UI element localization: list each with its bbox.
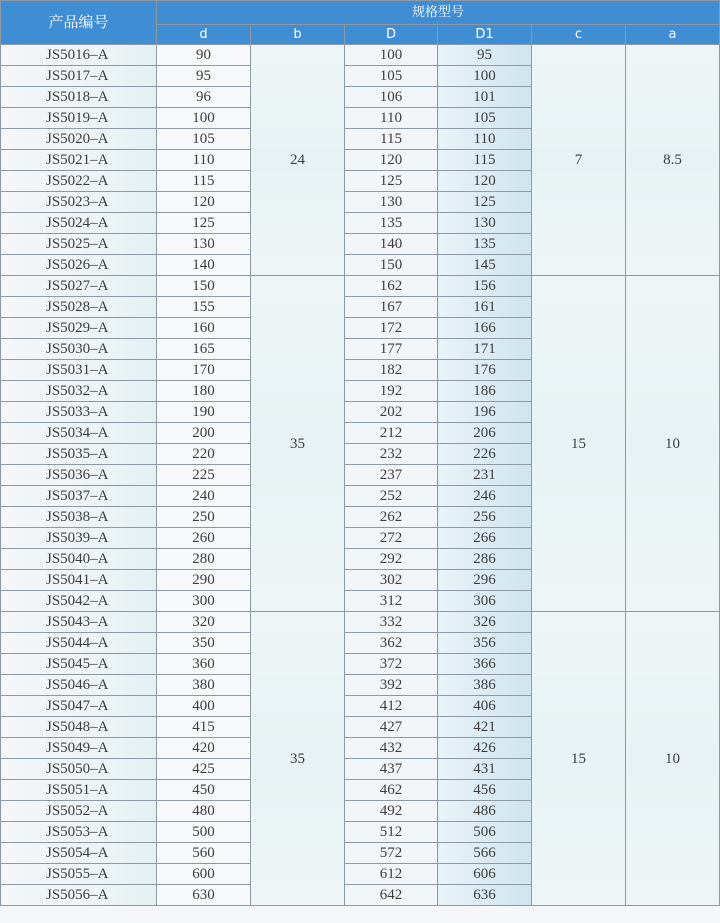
d-cell: 280 xyxy=(157,549,251,570)
d-cell: 95 xyxy=(157,66,251,87)
D1-cell: 606 xyxy=(438,864,532,885)
header-col-a: a xyxy=(626,25,720,45)
D-cell: 272 xyxy=(345,528,438,549)
d-cell: 560 xyxy=(157,843,251,864)
D1-cell: 231 xyxy=(438,465,532,486)
product-code-cell: JS5019–A xyxy=(1,108,157,129)
D-cell: 427 xyxy=(345,717,438,738)
D-cell: 125 xyxy=(345,171,438,192)
product-code-cell: JS5043–A xyxy=(1,612,157,633)
d-cell: 115 xyxy=(157,171,251,192)
D1-cell: 266 xyxy=(438,528,532,549)
D1-cell: 566 xyxy=(438,843,532,864)
header-col-d: d xyxy=(157,25,251,45)
product-code-cell: JS5032–A xyxy=(1,381,157,402)
product-code-cell: JS5025–A xyxy=(1,234,157,255)
D-cell: 162 xyxy=(345,276,438,297)
header-col-c: c xyxy=(532,25,626,45)
b-cell: 35 xyxy=(251,276,345,612)
product-code-cell: JS5020–A xyxy=(1,129,157,150)
D-cell: 100 xyxy=(345,45,438,66)
product-code-cell: JS5031–A xyxy=(1,360,157,381)
D-cell: 150 xyxy=(345,255,438,276)
D-cell: 182 xyxy=(345,360,438,381)
header-col-D1: D1 xyxy=(438,25,532,45)
header-product-code: 产品编号 xyxy=(1,1,157,45)
d-cell: 300 xyxy=(157,591,251,612)
product-code-cell: JS5041–A xyxy=(1,570,157,591)
product-code-cell: JS5047–A xyxy=(1,696,157,717)
product-code-cell: JS5035–A xyxy=(1,444,157,465)
D-cell: 312 xyxy=(345,591,438,612)
D-cell: 135 xyxy=(345,213,438,234)
D1-cell: 366 xyxy=(438,654,532,675)
D1-cell: 110 xyxy=(438,129,532,150)
D-cell: 432 xyxy=(345,738,438,759)
D-cell: 262 xyxy=(345,507,438,528)
D1-cell: 115 xyxy=(438,150,532,171)
D-cell: 140 xyxy=(345,234,438,255)
D1-cell: 105 xyxy=(438,108,532,129)
D1-cell: 506 xyxy=(438,822,532,843)
product-code-cell: JS5046–A xyxy=(1,675,157,696)
D-cell: 106 xyxy=(345,87,438,108)
d-cell: 100 xyxy=(157,108,251,129)
c-cell: 15 xyxy=(532,612,626,906)
product-code-cell: JS5018–A xyxy=(1,87,157,108)
d-cell: 350 xyxy=(157,633,251,654)
D-cell: 212 xyxy=(345,423,438,444)
D-cell: 612 xyxy=(345,864,438,885)
table-row xyxy=(1,612,720,633)
d-cell: 125 xyxy=(157,213,251,234)
D-cell: 302 xyxy=(345,570,438,591)
D-cell: 412 xyxy=(345,696,438,717)
D1-cell: 145 xyxy=(438,255,532,276)
c-cell: 15 xyxy=(532,276,626,612)
product-code-cell: JS5022–A xyxy=(1,171,157,192)
D-cell: 192 xyxy=(345,381,438,402)
D-cell: 110 xyxy=(345,108,438,129)
product-code-cell: JS5045–A xyxy=(1,654,157,675)
D1-cell: 356 xyxy=(438,633,532,654)
D-cell: 232 xyxy=(345,444,438,465)
D-cell: 167 xyxy=(345,297,438,318)
b-cell: 24 xyxy=(251,45,345,276)
D1-cell: 486 xyxy=(438,801,532,822)
d-cell: 240 xyxy=(157,486,251,507)
product-code-cell: JS5026–A xyxy=(1,255,157,276)
product-code-cell: JS5029–A xyxy=(1,318,157,339)
table-row xyxy=(1,45,720,66)
d-cell: 160 xyxy=(157,318,251,339)
product-code-cell: JS5024–A xyxy=(1,213,157,234)
header-col-D: D xyxy=(345,25,438,45)
product-code-cell: JS5052–A xyxy=(1,801,157,822)
product-code-cell: JS5051–A xyxy=(1,780,157,801)
d-cell: 320 xyxy=(157,612,251,633)
D1-cell: 386 xyxy=(438,675,532,696)
D-cell: 120 xyxy=(345,150,438,171)
d-cell: 96 xyxy=(157,87,251,108)
D1-cell: 135 xyxy=(438,234,532,255)
d-cell: 110 xyxy=(157,150,251,171)
d-cell: 630 xyxy=(157,885,251,906)
d-cell: 200 xyxy=(157,423,251,444)
D1-cell: 431 xyxy=(438,759,532,780)
product-code-cell: JS5054–A xyxy=(1,843,157,864)
d-cell: 600 xyxy=(157,864,251,885)
header-spec: 规格型号 xyxy=(157,1,720,25)
D-cell: 362 xyxy=(345,633,438,654)
product-code-cell: JS5048–A xyxy=(1,717,157,738)
d-cell: 170 xyxy=(157,360,251,381)
product-code-cell: JS5023–A xyxy=(1,192,157,213)
d-cell: 225 xyxy=(157,465,251,486)
D1-cell: 326 xyxy=(438,612,532,633)
D1-cell: 246 xyxy=(438,486,532,507)
product-code-cell: JS5021–A xyxy=(1,150,157,171)
d-cell: 415 xyxy=(157,717,251,738)
D-cell: 115 xyxy=(345,129,438,150)
d-cell: 130 xyxy=(157,234,251,255)
D-cell: 177 xyxy=(345,339,438,360)
product-code-cell: JS5028–A xyxy=(1,297,157,318)
D-cell: 437 xyxy=(345,759,438,780)
product-code-cell: JS5037–A xyxy=(1,486,157,507)
b-cell: 35 xyxy=(251,612,345,906)
D-cell: 642 xyxy=(345,885,438,906)
d-cell: 380 xyxy=(157,675,251,696)
D-cell: 202 xyxy=(345,402,438,423)
D1-cell: 100 xyxy=(438,66,532,87)
D-cell: 130 xyxy=(345,192,438,213)
D1-cell: 171 xyxy=(438,339,532,360)
d-cell: 220 xyxy=(157,444,251,465)
d-cell: 450 xyxy=(157,780,251,801)
product-code-cell: JS5042–A xyxy=(1,591,157,612)
product-code-cell: JS5050–A xyxy=(1,759,157,780)
D1-cell: 426 xyxy=(438,738,532,759)
d-cell: 480 xyxy=(157,801,251,822)
product-code-cell: JS5036–A xyxy=(1,465,157,486)
d-cell: 190 xyxy=(157,402,251,423)
D-cell: 492 xyxy=(345,801,438,822)
product-code-cell: JS5056–A xyxy=(1,885,157,906)
d-cell: 360 xyxy=(157,654,251,675)
D-cell: 392 xyxy=(345,675,438,696)
product-code-cell: JS5039–A xyxy=(1,528,157,549)
d-cell: 400 xyxy=(157,696,251,717)
D1-cell: 130 xyxy=(438,213,532,234)
a-cell: 8.5 xyxy=(626,45,720,276)
D-cell: 252 xyxy=(345,486,438,507)
d-cell: 180 xyxy=(157,381,251,402)
D1-cell: 406 xyxy=(438,696,532,717)
D-cell: 105 xyxy=(345,66,438,87)
D1-cell: 156 xyxy=(438,276,532,297)
a-cell: 10 xyxy=(626,276,720,612)
D1-cell: 125 xyxy=(438,192,532,213)
product-code-cell: JS5044–A xyxy=(1,633,157,654)
product-code-cell: JS5038–A xyxy=(1,507,157,528)
D1-cell: 196 xyxy=(438,402,532,423)
d-cell: 140 xyxy=(157,255,251,276)
D-cell: 462 xyxy=(345,780,438,801)
product-code-cell: JS5017–A xyxy=(1,66,157,87)
D1-cell: 186 xyxy=(438,381,532,402)
D-cell: 512 xyxy=(345,822,438,843)
product-code-cell: JS5034–A xyxy=(1,423,157,444)
d-cell: 500 xyxy=(157,822,251,843)
D1-cell: 120 xyxy=(438,171,532,192)
product-code-cell: JS5016–A xyxy=(1,45,157,66)
D-cell: 172 xyxy=(345,318,438,339)
header-col-b: b xyxy=(251,25,345,45)
d-cell: 260 xyxy=(157,528,251,549)
D1-cell: 166 xyxy=(438,318,532,339)
d-cell: 425 xyxy=(157,759,251,780)
D-cell: 292 xyxy=(345,549,438,570)
d-cell: 290 xyxy=(157,570,251,591)
D1-cell: 161 xyxy=(438,297,532,318)
a-cell: 10 xyxy=(626,612,720,906)
product-code-cell: JS5049–A xyxy=(1,738,157,759)
D1-cell: 306 xyxy=(438,591,532,612)
D-cell: 572 xyxy=(345,843,438,864)
D1-cell: 421 xyxy=(438,717,532,738)
D1-cell: 256 xyxy=(438,507,532,528)
D1-cell: 95 xyxy=(438,45,532,66)
D1-cell: 286 xyxy=(438,549,532,570)
D1-cell: 176 xyxy=(438,360,532,381)
D-cell: 332 xyxy=(345,612,438,633)
table-row xyxy=(1,276,720,297)
D1-cell: 636 xyxy=(438,885,532,906)
product-code-cell: JS5053–A xyxy=(1,822,157,843)
d-cell: 90 xyxy=(157,45,251,66)
d-cell: 420 xyxy=(157,738,251,759)
d-cell: 120 xyxy=(157,192,251,213)
product-code-cell: JS5055–A xyxy=(1,864,157,885)
D1-cell: 206 xyxy=(438,423,532,444)
d-cell: 155 xyxy=(157,297,251,318)
product-code-cell: JS5030–A xyxy=(1,339,157,360)
table-body xyxy=(1,45,720,906)
D1-cell: 226 xyxy=(438,444,532,465)
D1-cell: 456 xyxy=(438,780,532,801)
product-code-cell: JS5027–A xyxy=(1,276,157,297)
c-cell: 7 xyxy=(532,45,626,276)
product-code-cell: JS5040–A xyxy=(1,549,157,570)
D1-cell: 101 xyxy=(438,87,532,108)
d-cell: 250 xyxy=(157,507,251,528)
D-cell: 372 xyxy=(345,654,438,675)
d-cell: 165 xyxy=(157,339,251,360)
d-cell: 150 xyxy=(157,276,251,297)
D1-cell: 296 xyxy=(438,570,532,591)
D-cell: 237 xyxy=(345,465,438,486)
product-code-cell: JS5033–A xyxy=(1,402,157,423)
d-cell: 105 xyxy=(157,129,251,150)
